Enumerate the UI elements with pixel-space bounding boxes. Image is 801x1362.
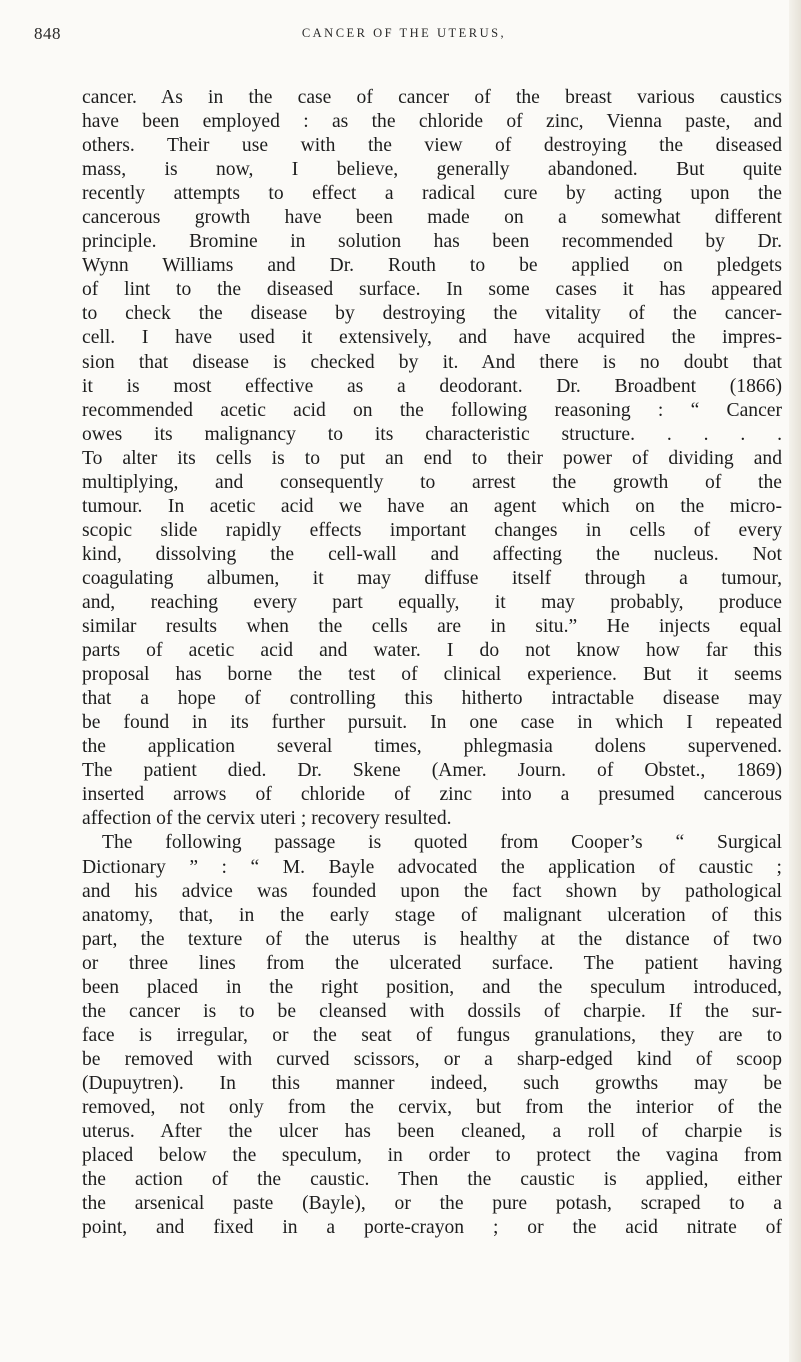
- text-line: owes its malignancy to its characteristic structure. . . . .: [82, 423, 782, 445]
- text-line: and, reaching every part equally, it may probably, produce: [82, 591, 782, 613]
- text-line: part, the texture of the uterus is healthy at the distance of two: [82, 928, 782, 950]
- text-line: cell. I have used it extensively, and have acquired the impres-: [82, 327, 782, 349]
- text-line: the arsenical paste (Bayle), or the pure potash, scraped to a: [82, 1193, 782, 1215]
- text-line: To alter its cells is to put an end to their power of dividing and: [82, 447, 782, 469]
- text-line: cancer. As in the case of cancer of the breast various caustics: [82, 87, 782, 108]
- text-line: parts of acetic acid and water. I do not know how far this: [82, 640, 782, 662]
- text-line: similar results when the cells are in situ.” He injects equal: [82, 616, 782, 638]
- text-line: placed below the speculum, in order to protect the vagina from: [82, 1145, 782, 1167]
- text-line: affection of the cervix uteri ; recovery resulted.: [82, 808, 452, 830]
- text-line: sion that disease is checked by it. And there is no doubt that: [82, 351, 782, 373]
- text-line: been placed in the right position, and the speculum introduced,: [82, 976, 782, 998]
- text-line: it is most effective as a deodorant. Dr. Broadbent (1866): [82, 375, 782, 397]
- text-line: have been employed : as the chloride of zinc, Vienna paste, and: [82, 111, 782, 133]
- text-line: proposal has borne the test of clinical experience. But it seems: [82, 664, 782, 686]
- text-line: The following passage is quoted from Cooper’s “ Surgical: [102, 832, 782, 854]
- text-line: coagulating albumen, it may diffuse itself through a tumour,: [82, 567, 782, 589]
- text-line: scopic slide rapidly effects important changes in cells of every: [82, 519, 782, 541]
- text-line: recently attempts to effect a radical cure by acting upon the: [82, 183, 782, 205]
- text-line: to check the disease by destroying the vitality of the cancer-: [82, 303, 782, 325]
- text-line: of lint to the diseased surface. In some cases it has appeared: [82, 279, 782, 301]
- text-line: Wynn Williams and Dr. Routh to be applied on pledgets: [82, 255, 782, 277]
- text-line: others. Their use with the view of destroying the diseased: [82, 135, 782, 157]
- text-line: or three lines from the ulcerated surface. The patient having: [82, 952, 782, 974]
- page-header: [34, 24, 774, 46]
- text-line: be removed with curved scissors, or a sharp-edged kind of scoop: [82, 1048, 782, 1070]
- text-line: the action of the caustic. Then the caustic is applied, either: [82, 1169, 782, 1191]
- running-title: CANCER OF THE UTERUS,: [301, 26, 507, 40]
- text-line: that a hope of controlling this hitherto intractable disease may: [82, 688, 782, 710]
- text-line: (Dupuytren). In this manner indeed, such growths may be: [82, 1072, 782, 1094]
- text-line: and his advice was founded upon the fact shown by pathological: [82, 880, 782, 902]
- text-line: mass, is now, I believe, generally abandoned. But quite: [82, 159, 782, 181]
- text-line: face is irregular, or the seat of fungus granulations, they are to: [82, 1024, 782, 1046]
- text-line: cancerous growth have been made on a somewhat different: [82, 207, 782, 229]
- text-line: the cancer is to be cleansed with dossils of charpie. If the sur-: [82, 1000, 782, 1022]
- text-line: inserted arrows of chloride of zinc into a presumed cancerous: [82, 784, 782, 806]
- text-line: principle. Bromine in solution has been recommended by Dr.: [82, 231, 782, 253]
- text-line: be found in its further pursuit. In one case in which I repeated: [82, 712, 782, 734]
- text-line: uterus. After the ulcer has been cleaned, a roll of charpie is: [82, 1121, 782, 1143]
- text-line: point, and fixed in a porte-crayon ; or the acid nitrate of: [82, 1217, 782, 1239]
- text-line: removed, not only from the cervix, but from the interior of the: [82, 1096, 782, 1118]
- text-line: anatomy, that, in the early stage of malignant ulceration of this: [82, 904, 782, 926]
- text-line: kind, dissolving the cell-wall and affecting the nucleus. Not: [82, 543, 782, 565]
- text-line: tumour. In acetic acid we have an agent which on the micro-: [82, 495, 782, 517]
- text-line: recommended acetic acid on the following reasoning : “ Cancer: [82, 399, 782, 421]
- text-line: Dictionary ” : “ M. Bayle advocated the application of caustic ;: [82, 856, 782, 878]
- text-line: The patient died. Dr. Skene (Amer. Journ. of Obstet., 1869): [82, 760, 782, 782]
- page-number: 848: [34, 24, 61, 43]
- text-line: the application several times, phlegmasia dolens supervened.: [82, 736, 782, 758]
- page-edge-shadow: [789, 0, 801, 1362]
- text-line: multiplying, and consequently to arrest the growth of the: [82, 471, 782, 493]
- body-text: [82, 86, 782, 1240]
